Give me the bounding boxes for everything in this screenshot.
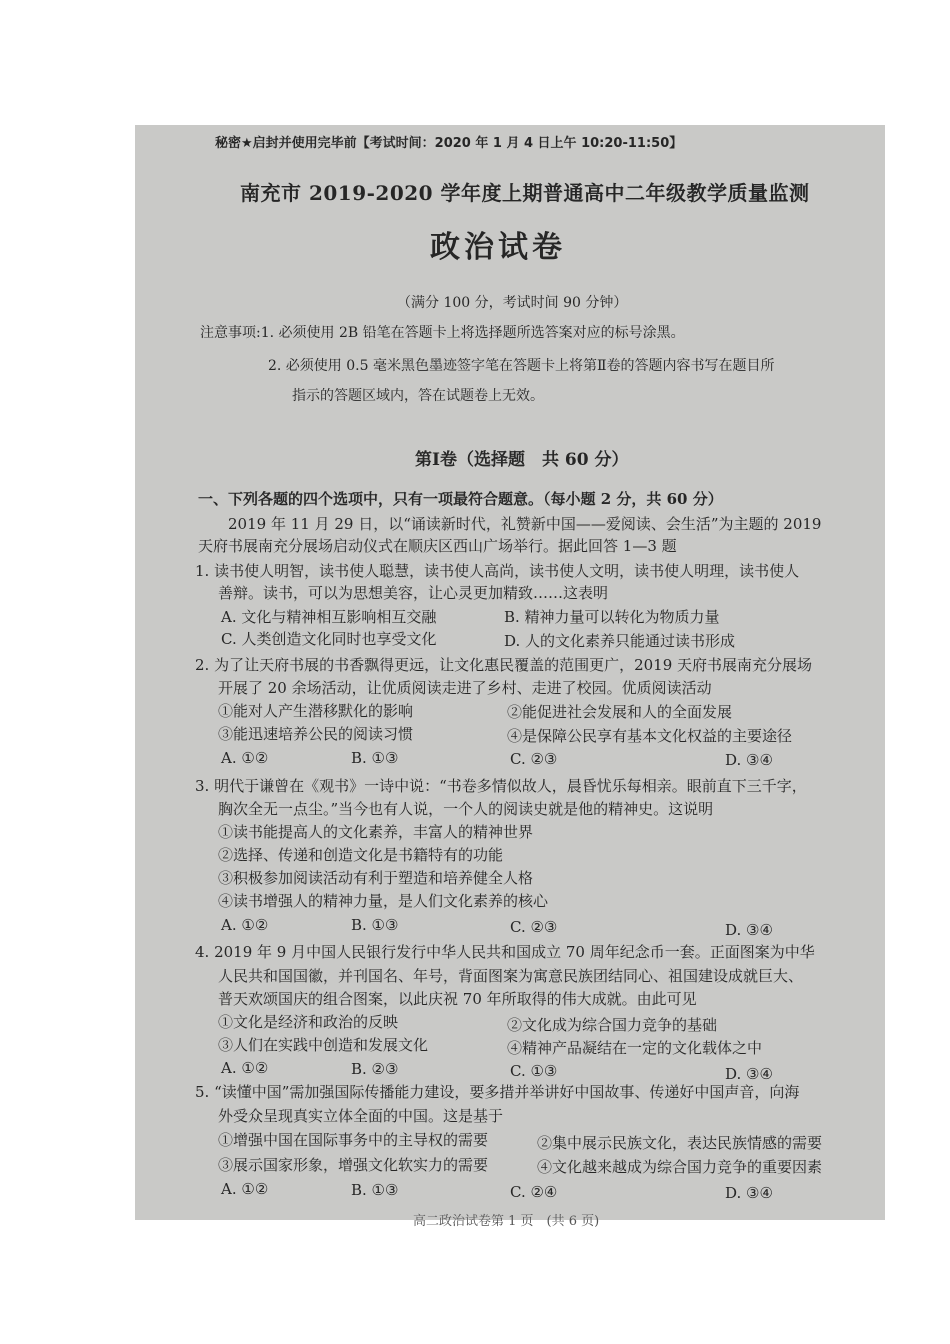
q2-statement-1: ①能对人产生潜移默化的影响 xyxy=(218,702,414,720)
q2-option-b: B. ①③ xyxy=(351,749,399,767)
q5-option-d: D. ③④ xyxy=(725,1184,773,1202)
score-time: （满分 100 分，考试时间 90 分钟） xyxy=(397,295,628,311)
intro-line-2: 天府书展南充分展场启动仪式在顺庆区西山广场举行。据此回答 1—3 题 xyxy=(198,537,677,555)
q4-statement-3: ③人们在实践中创造和发展文化 xyxy=(218,1036,429,1054)
q5-option-b: B. ①③ xyxy=(351,1181,399,1199)
q5-stem-1: 5. “读懂中国”需加强国际传播能力建设，要多措并举讲好中国故事、传递好中国声音，向海 xyxy=(195,1083,800,1101)
q1-option-a: A. 文化与精神相互影响相互交融 xyxy=(221,608,437,626)
q4-stem-2: 人民共和国国徽，并刊国名、年号，背面图案为寓意民族团结同心、祖国建设成就巨大、 xyxy=(218,967,804,985)
q3-option-a: A. ①② xyxy=(221,916,269,934)
q4-statement-1: ①文化是经济和政治的反映 xyxy=(218,1013,399,1031)
section-instruction: 一、下列各题的四个选项中，只有一项最符合题意。（每小题 2 分，共 60 分） xyxy=(198,490,723,508)
q3-option-c: C. ②③ xyxy=(510,918,558,936)
note-1: 注意事项:1. 必须使用 2B 铅笔在答题卡上将选择题所选答案对应的标号涂黑。 xyxy=(200,325,685,341)
exam-title: 南充市 2019-2020 学年度上期普通高中二年级教学质量监测 xyxy=(240,181,810,205)
q4-option-d: D. ③④ xyxy=(725,1065,773,1083)
q3-statement-3: ③积极参加阅读活动有利于塑造和培养健全人格 xyxy=(218,869,534,887)
q1-option-b: B. 精神力量可以转化为物质力量 xyxy=(504,608,720,626)
q2-statement-4: ④是保障公民享有基本文化权益的主要途径 xyxy=(507,727,793,745)
page-footer: 高二政治试卷第 1 页 (共 6 页) xyxy=(413,1214,600,1229)
q3-stem-2: 胸次全无一点尘。”当今也有人说，一个人的阅读史就是他的精神史。这说明 xyxy=(218,800,714,818)
subject-title: 政治试卷 xyxy=(430,230,566,265)
q4-option-b: B. ②③ xyxy=(351,1060,399,1078)
q1-option-c: C. 人类创造文化同时也享受文化 xyxy=(221,630,437,648)
q3-stem-1: 3. 明代于谦曾在《观书》一诗中说：“书卷多情似故人，晨昏忧乐每相亲。眼前直下三千字， xyxy=(195,777,807,795)
q5-statement-1: ①增强中国在国际事务中的主导权的需要 xyxy=(218,1131,489,1149)
q5-statement-2: ②集中展示民族文化，表达民族情感的需要 xyxy=(537,1134,823,1152)
q4-option-a: A. ①② xyxy=(221,1059,269,1077)
q2-stem-2: 开展了 20 余场活动，让优质阅读走进了乡村、走进了校园。优质阅读活动 xyxy=(218,679,712,697)
q4-option-c: C. ①③ xyxy=(510,1062,558,1080)
q5-statement-3: ③展示国家形象，增强文化软实力的需要 xyxy=(218,1156,489,1174)
q5-option-c: C. ②④ xyxy=(510,1183,558,1201)
q4-statement-4: ④精神产品凝结在一定的文化载体之中 xyxy=(507,1039,763,1057)
q5-option-a: A. ①② xyxy=(221,1180,269,1198)
q3-statement-1: ①读书能提高人的文化素养，丰富人的精神世界 xyxy=(218,823,534,841)
note-2b: 指示的答题区域内，答在试题卷上无效。 xyxy=(292,388,544,404)
q5-statement-4: ④文化越来越成为综合国力竞争的重要因素 xyxy=(537,1158,823,1176)
q2-option-c: C. ②③ xyxy=(510,750,558,768)
q1-stem-2: 善辩。读书，可以为思想美容，让心灵更加精致……这表明 xyxy=(218,584,609,602)
q4-statement-2: ②文化成为综合国力竞争的基础 xyxy=(507,1016,718,1034)
exam-paper xyxy=(135,125,885,1229)
q3-statement-2: ②选择、传递和创造文化是书籍特有的功能 xyxy=(218,846,504,864)
q2-stem-1: 2. 为了让天府书展的书香飘得更远，让文化惠民覆盖的范围更广，2019 天府书展南充分展场 xyxy=(195,656,813,674)
q5-stem-2: 外受众呈现真实立体全面的中国。这是基于 xyxy=(218,1107,504,1125)
q2-statement-3: ③能迅速培养公民的阅读习惯 xyxy=(218,725,414,743)
q2-option-a: A. ①② xyxy=(221,749,269,767)
q1-option-d: D. 人的文化素养只能通过读书形成 xyxy=(504,632,736,650)
note-2a: 2. 必须使用 0.5 毫米黑色墨迹签字笔在答题卡上将第Ⅱ卷的答题内容书写在题目所 xyxy=(268,358,775,374)
confidential-line: 秘密★启封并使用完毕前【考试时间：2020 年 1 月 4 日上午 10:20-11:50】 xyxy=(215,136,683,151)
q3-option-d: D. ③④ xyxy=(725,921,773,939)
intro-line-1: 2019 年 11 月 29 日，以“诵读新时代，礼赞新中国——爱阅读、会生活”为主题的 2019 xyxy=(228,515,822,533)
q2-option-d: D. ③④ xyxy=(725,751,773,769)
q1-stem-1: 1. 读书使人明智，读书使人聪慧，读书使人高尚，读书使人文明，读书使人明理，读书使人 xyxy=(195,562,800,580)
q3-option-b: B. ①③ xyxy=(351,916,399,934)
section-title: 第Ⅰ卷（选择题 共 60 分） xyxy=(415,450,629,470)
q3-statement-4: ④读书增强人的精神力量，是人们文化素养的核心 xyxy=(218,892,549,910)
q2-statement-2: ②能促进社会发展和人的全面发展 xyxy=(507,703,733,721)
q4-stem-3: 普天欢颂国庆的组合图案，以此庆祝 70 年所取得的伟大成就。由此可见 xyxy=(218,990,697,1008)
q4-stem-1: 4. 2019 年 9 月中国人民银行发行中华人民共和国成立 70 周年纪念币一套。正面图案为中华 xyxy=(195,943,815,961)
